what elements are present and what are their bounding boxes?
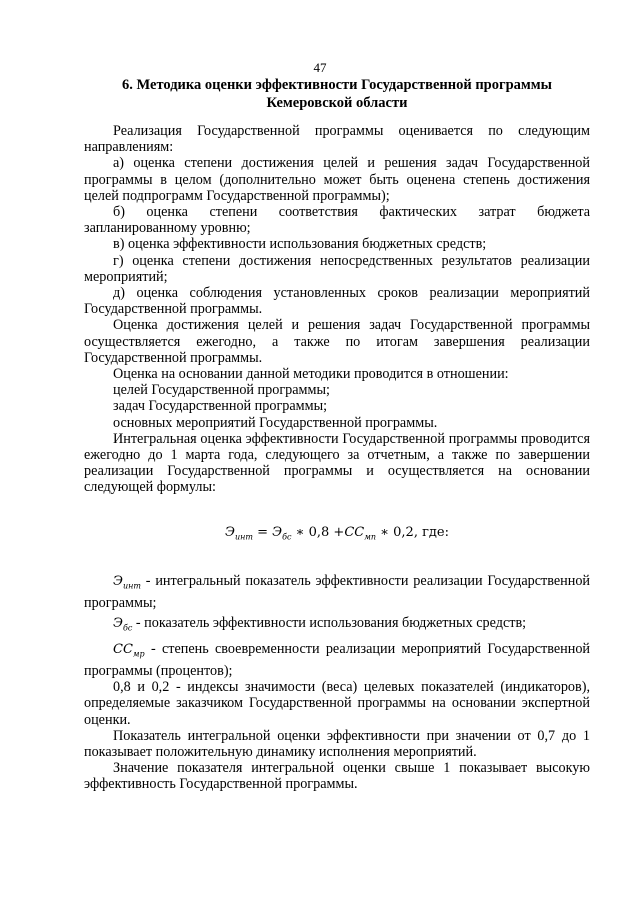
- symbol-budget: $Э_{бс}$: [113, 616, 133, 634]
- integral-formula: [84, 525, 590, 546]
- scope-item-activities: основных мероприятий Государственной программы.: [113, 414, 438, 431]
- formula-equals: =: [257, 524, 268, 540]
- paragraph-intro: Реализация Государственной программы оценивается по следующим направлениям:: [84, 123, 590, 156]
- definition-weights: 0,8 и 0,2 - индексы значимости (веса) целевых показателей (индикаторов), определяемые заказчиком Государственной программы на основании экспертной оценки.: [84, 679, 590, 728]
- paragraph-integral-assessment: Интегральная оценка эффективности Государственной программы проводится ежегодно до 1 марта года, следующего за отчетным, а также по завершении реализации Государственной программы и осуществляется на основании следующей формулы:: [84, 430, 590, 496]
- definition-timeliness: $СС_{мр}$ - степень своевременности реализации мероприятий Государственной программы (процентов);: [84, 641, 591, 680]
- list-item-v: в) оценка эффективности использования бюджетных средств;: [113, 236, 487, 253]
- scope-item-tasks: задач Государственной программы;: [113, 398, 328, 415]
- page-number: 47: [313, 60, 327, 75]
- formula-multiply-1: ∗: [295, 524, 305, 540]
- symbol-timeliness: $СС_{мр}$: [113, 642, 145, 659]
- list-item-g: г) оценка степени достижения непосредственных результатов реализации мероприятий;: [84, 252, 590, 285]
- scope-item-goals: целей Государственной программы;: [113, 382, 330, 399]
- list-item-a: а) оценка степени достижения целей и решения задач Государственной программы в целом (дополнительно может быть оценена степень достижения целей подпрограмм Государственной программы);: [84, 155, 590, 204]
- paragraph-assessment-timing: Оценка достижения целей и решения задач Государственной программы осуществляется ежегодно, а также по итогам завершения реализации Государственной программы.: [84, 317, 590, 366]
- formula-term-timeliness: $СС_{мп}$: [344, 524, 377, 542]
- formula-weight-1: 0,8: [308, 524, 330, 540]
- document-body: [84, 123, 590, 793]
- formula-lhs: $Э_{инт}$: [224, 524, 253, 542]
- paragraph-positive-dynamics: Показатель интегральной оценки эффективности при значении от 0,7 до 1 показывает положительную динамику исполнения мероприятий.: [84, 727, 590, 761]
- list-item-b: б) оценка степени соответствия фактических затрат бюджета запланированному уровню;: [84, 204, 590, 237]
- formula-multiply-2: ∗: [380, 524, 390, 540]
- formula-weight-2: 0,2: [393, 524, 414, 540]
- formula-term-budget: $Э_{бс}$: [272, 524, 292, 542]
- section-heading: 6. Методика оценки эффективности Государственной программы Кемеровской области: [122, 77, 552, 111]
- definition-budget: $Э_{бс}$ - показатель эффективности использования бюджетных средств;: [113, 615, 527, 634]
- paragraph-scope: Оценка на основании данной методики проводится в отношении:: [113, 366, 509, 383]
- list-item-d: д) оценка соблюдения установленных сроков реализации мероприятий Государственной программы.: [84, 285, 590, 318]
- formula-tail: , где:: [413, 524, 449, 540]
- formula-plus: +: [333, 524, 345, 540]
- definition-integral: $Э_{инт}$ - интегральный показатель эффективности реализации Государственной программы;: [84, 573, 591, 612]
- symbol-integral: $Э_{инт}$: [113, 574, 141, 592]
- paragraph-high-efficiency: Значение показателя интегральной оценки свыше 1 показывает высокую эффективность Государственной программы.: [84, 760, 590, 793]
